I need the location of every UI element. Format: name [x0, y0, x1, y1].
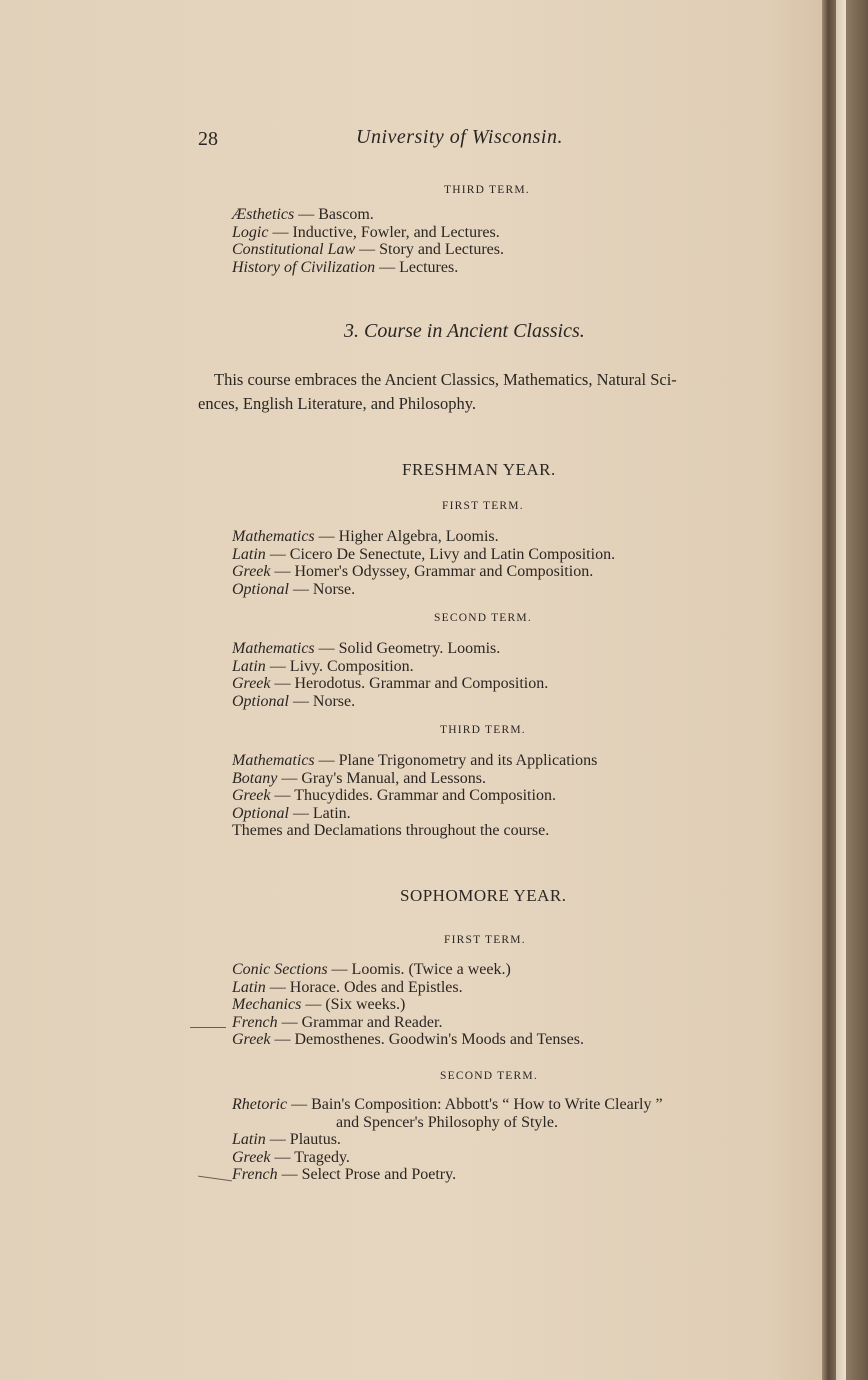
subject-name: Greek [232, 1148, 271, 1166]
subject-name: Botany [232, 769, 278, 787]
subject-name: Æsthetics [232, 206, 295, 223]
subject-description: — Plane Trigonometry and its Applications [314, 752, 598, 769]
subject-description: — Homer's Odyssey, Grammar and Composition. [270, 563, 594, 581]
term-heading: THIRD TERM. [440, 724, 526, 736]
subject-line [232, 979, 584, 997]
subject-name: Rhetoric [232, 1096, 288, 1113]
subject-line [232, 1031, 584, 1049]
subject-name: Mechanics [232, 996, 302, 1014]
term-heading: SECOND TERM. [434, 612, 532, 624]
subject-description: — Latin. [288, 804, 351, 822]
running-head: University of Wisconsin. [356, 126, 563, 148]
subject-description: — Select Prose and Poetry. [277, 1166, 457, 1184]
subject-name: Mathematics [232, 528, 315, 545]
subject-line [232, 752, 597, 770]
subject-description: — Grammar and Reader. [277, 1013, 443, 1031]
term-subject-list [232, 206, 504, 276]
course-intro [198, 368, 794, 416]
subject-line [232, 206, 504, 224]
book-spine [822, 0, 836, 1380]
subject-description: — Bascom. [294, 206, 374, 223]
facing-page-edge [836, 0, 846, 1380]
subject-name: Latin [232, 978, 266, 996]
year-heading: SOPHOMORE YEAR. [400, 886, 567, 905]
subject-description: — Story and Lectures. [355, 241, 504, 259]
subject-name: Mathematics [232, 640, 315, 657]
subject-name: French [232, 1166, 278, 1184]
subject-line [232, 693, 548, 711]
term-subject-list [232, 961, 584, 1049]
subject-line [232, 1096, 663, 1114]
subject-name: Greek [232, 787, 271, 805]
subject-line [232, 224, 504, 242]
term-subject-list [232, 528, 615, 598]
subject-name: Mathematics [232, 752, 315, 769]
term-subject-list [232, 1096, 663, 1184]
subject-line [232, 658, 548, 676]
subject-line [232, 787, 597, 805]
subject-name: Constitutional Law [232, 241, 356, 259]
subject-line [232, 259, 504, 277]
term-subject-list [232, 640, 548, 710]
subject-description: — Livy. Composition. [265, 657, 414, 675]
subject-description: — Herodotus. Grammar and Composition. [270, 675, 549, 693]
subject-description: — Loomis. (Twice a week.) [327, 961, 511, 978]
subject-name: Optional [232, 580, 289, 598]
subject-description: — Plautus. [265, 1131, 341, 1149]
term-heading: THIRD TERM. [444, 184, 530, 196]
book-cover-edge [846, 0, 868, 1380]
subject-name: Latin [232, 545, 266, 563]
subject-line [232, 996, 584, 1014]
course-intro-line: This course embraces the Ancient Classics, Mathematics, Natural Sci- [214, 370, 677, 389]
term-subject-list [232, 752, 597, 840]
term-heading: SECOND TERM. [440, 1070, 538, 1082]
subject-name: History of Civilization [232, 258, 376, 276]
subject-name: Logic [232, 223, 269, 241]
subject-description: and Spencer's Philosophy of Style. [336, 1113, 558, 1131]
subject-description: — Demosthenes. Goodwin's Moods and Tenses. [270, 1031, 584, 1049]
subject-line [232, 805, 597, 823]
subject-description: — Thucydides. Grammar and Composition. [270, 787, 556, 805]
subject-description: — Tragedy. [270, 1148, 350, 1166]
subject-description: Themes and Declamations throughout the course. [232, 822, 550, 840]
subject-description: — Cicero De Senectute, Livy and Latin Composition. [265, 545, 616, 563]
subject-name: Optional [232, 804, 289, 822]
subject-name: Greek [232, 563, 271, 581]
subject-description: — Inductive, Fowler, and Lectures. [268, 223, 500, 241]
subject-line [232, 1166, 663, 1184]
term-heading: FIRST TERM. [444, 934, 526, 946]
subject-name: Latin [232, 657, 266, 675]
subject-name: Optional [232, 692, 289, 710]
subject-line [232, 241, 504, 259]
subject-description: — (Six weeks.) [301, 996, 406, 1014]
subject-line [232, 581, 615, 599]
pencil-margin-mark [190, 1027, 226, 1028]
subject-name: Greek [232, 1031, 271, 1049]
subject-description: — Lectures. [375, 258, 459, 276]
subject-description: — Norse. [288, 692, 356, 710]
subject-description: — Bain's Composition: Abbott's “ How to Write Clearly ” [287, 1096, 663, 1113]
subject-line [232, 961, 584, 979]
page-number: 28 [198, 128, 218, 150]
subject-name: French [232, 1013, 278, 1031]
term-heading: FIRST TERM. [442, 500, 524, 512]
subject-description: — Norse. [288, 580, 356, 598]
subject-line [232, 675, 548, 693]
subject-line [232, 1149, 663, 1167]
subject-description: — Gray's Manual, and Lessons. [277, 769, 486, 787]
subject-line [232, 1114, 663, 1132]
subject-name: Greek [232, 675, 271, 693]
subject-line [232, 770, 597, 788]
course-title: 3. Course in Ancient Classics. [344, 320, 585, 342]
subject-description: — Horace. Odes and Epistles. [265, 978, 463, 996]
subject-line [232, 640, 548, 658]
subject-line [232, 822, 597, 840]
subject-line [232, 1131, 663, 1149]
subject-name: Latin [232, 1131, 266, 1149]
subject-line [232, 563, 615, 581]
subject-description: — Solid Geometry. Loomis. [314, 640, 501, 657]
subject-line [232, 546, 615, 564]
year-heading: FRESHMAN YEAR. [402, 460, 556, 479]
course-intro-line: ences, English Literature, and Philosophy. [198, 394, 476, 413]
subject-name: Conic Sections [232, 961, 328, 978]
subject-description: — Higher Algebra, Loomis. [314, 528, 499, 545]
subject-line [232, 528, 615, 546]
subject-line [232, 1014, 584, 1032]
